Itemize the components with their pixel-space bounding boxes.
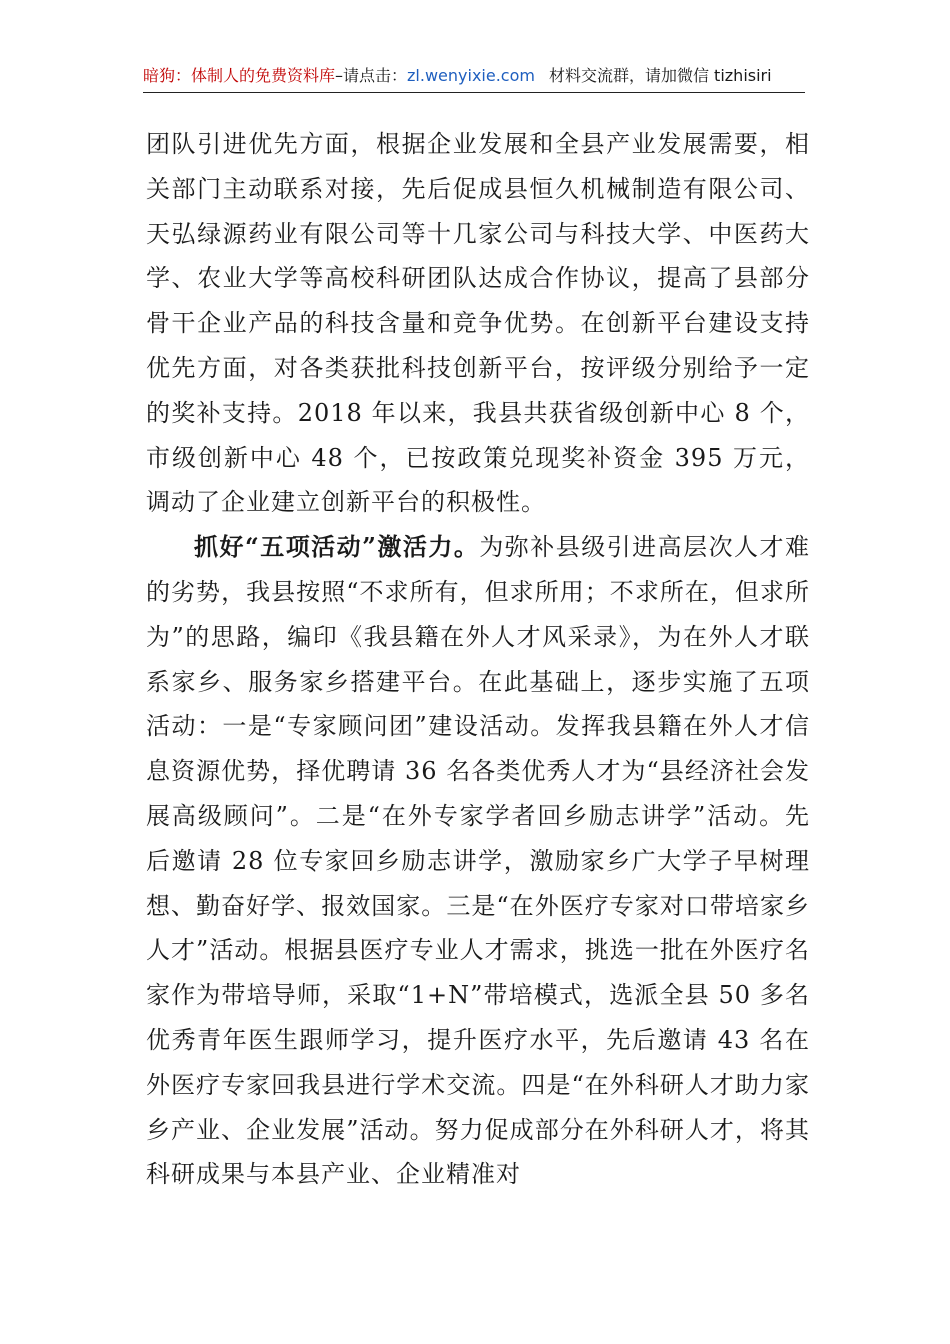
paragraph-2-text: 为弥补县级引进高层次人才难的劣势，我县按照“不求所有，但求所用；不求所在，但求所为”的思路，编印《我县籍在外人才风采录》，为在外人才联系家乡、服务家乡搭建平台。在此基础上，逐步实施了五项活动：一是“专家顾问团”建设活动。发挥我县籍在外人才信息资源优势，择优聘请 36 名各类优秀人才为“县经济社会发展高级顾问”。二是“在外专家学者回乡励志讲学”活动。先后邀请 28 位专家回乡励志讲学，激励家乡广大学子早树理想、勤奋好学、报效国家。三是“在外医疗专家对口带培家乡人才”活动。根据县医疗专业人才需求，挑选一批在外医疗名家作为带培导师，采取“1+N”带培模式，选派全县 50 多名优秀青年医生跟师学习，提升医疗水平，先后邀请 43 名在外医疗专家回我县进行学术交流。四是“在外科研人才助力家乡产业、企业发展”活动。努力促成部分在外科研人才，将其科研成果与本县产业、企业精准对 [146,533,811,1189]
header-click-prefix: –请点击： [335,66,408,85]
paragraph-2 [146,525,810,1197]
paragraph-1-text: 团队引进优先方面，根据企业发展和全县产业发展需要，相关部门主动联系对接，先后促成县恒久机械制造有限公司、天弘绿源药业有限公司等十几家公司与科技大学、中医药大学、农业大学等高校科研团队达成合作协议，提高了县部分骨干企业产品的科技含量和竞争优势。在创新平台建设支持优先方面，对各类获批科技创新平台，按评级分别给予一定的奖补支持。2018 年以来，我县共获省级创新中心 8 个，市级创新中心 48 个，已按政策兑现奖补资金 395 万元，调动了企业建立创新平台的积极性。 [146,130,810,517]
paragraph-2-lead: 抓好“五项活动”激活力。 [194,532,480,562]
paragraph-1 [146,122,810,525]
header-brand: 暗狗：体制人的免费资料库 [143,66,336,85]
document-body [146,122,810,1197]
header-link[interactable]: zl.wenyixie.com [407,66,535,85]
page-header [143,62,805,93]
header-wechat-note: 材料交流群，请加微信 tizhisiri [548,66,772,85]
